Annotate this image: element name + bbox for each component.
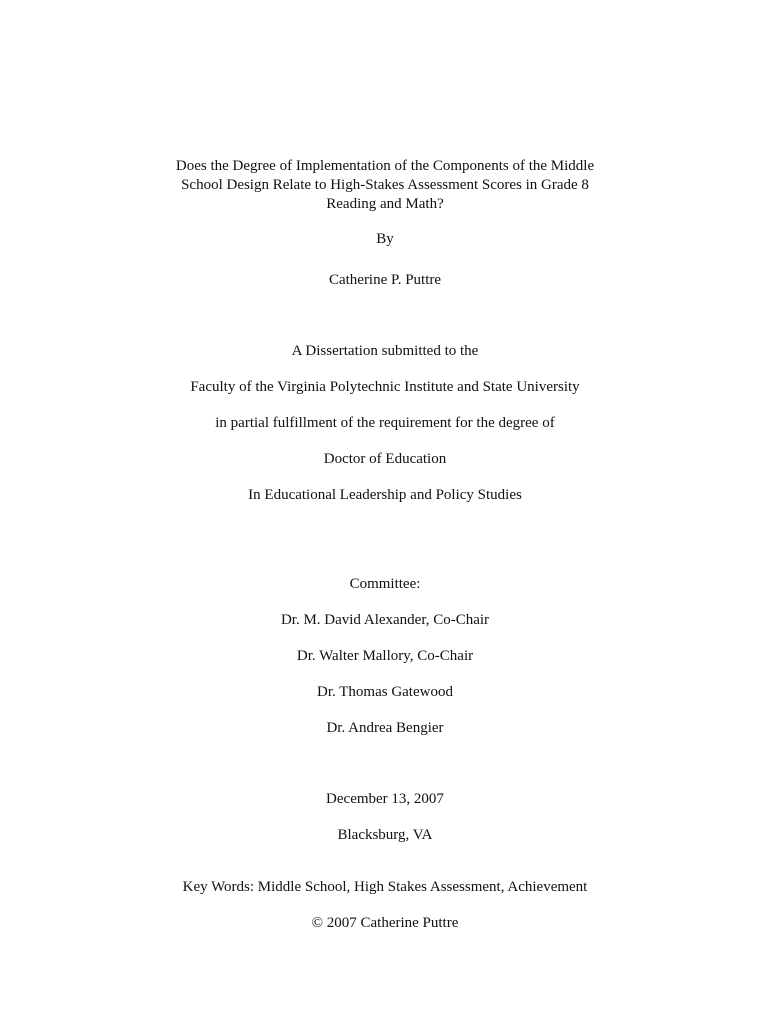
submission-line-3: in partial fulfillment of the requirement for the degree of <box>215 415 555 431</box>
degree-field: In Educational Leadership and Policy Studies <box>248 487 522 503</box>
committee-member: Dr. M. David Alexander, Co-Chair <box>280 612 490 628</box>
submission-line-1: A Dissertation submitted to the <box>291 343 479 359</box>
degree-name: Doctor of Education <box>323 451 447 467</box>
submission-line-2: Faculty of the Virginia Polytechnic Institute and State University <box>190 379 580 395</box>
submission-date: December 13, 2007 <box>326 791 444 807</box>
copyright-notice: © 2007 Catherine Puttre <box>311 915 459 931</box>
committee-member: Dr. Thomas Gatewood <box>317 684 453 700</box>
title-line-3: Reading and Math? <box>326 196 444 212</box>
title-line-1: Does the Degree of Implementation of the Components of the Middle <box>175 158 595 174</box>
committee-member: Dr. Andrea Bengier <box>326 720 444 736</box>
committee-label: Committee: <box>349 576 421 592</box>
by-label: By <box>376 231 394 247</box>
author-name: Catherine P. Puttre <box>328 272 442 288</box>
keywords: Key Words: Middle School, High Stakes Assessment, Achievement <box>182 879 588 895</box>
dissertation-title <box>160 157 610 214</box>
committee-member: Dr. Walter Mallory, Co-Chair <box>296 648 474 664</box>
title-line-2: School Design Relate to High-Stakes Assessment Scores in Grade 8 <box>181 177 589 193</box>
location: Blacksburg, VA <box>337 827 433 843</box>
